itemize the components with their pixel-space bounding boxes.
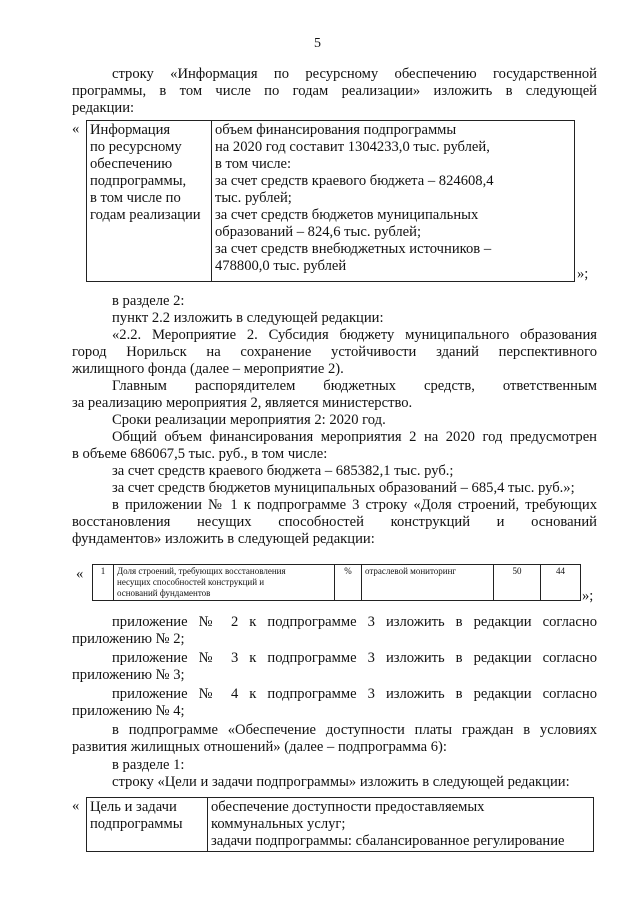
para-terms: Сроки реализации мероприятия 2: 2020 год. <box>112 412 386 428</box>
para-appendix2-line-2: приложению № 2; <box>72 631 185 647</box>
para-manager-line-1: Главным распорядителем бюджетных средств, ответственным <box>112 378 597 394</box>
table2-open-quote: « <box>76 566 84 582</box>
goals-value-cell <box>208 798 594 852</box>
indicator-value-2: 44 <box>541 565 581 601</box>
resource-table-value-cell <box>212 121 575 282</box>
table1-open-quote: « <box>72 121 80 137</box>
para-appendix4-line-2: приложению № 4; <box>72 703 185 719</box>
indicator-value-1: 50 <box>494 565 541 601</box>
para-municipal-budget: за счет средств бюджетов муниципальных образований – 685,4 тыс. руб.»; <box>112 480 575 496</box>
indicator-unit: % <box>335 565 362 601</box>
resource-table-label-cell <box>87 121 212 282</box>
intro-line-1: строку «Информация по ресурсному обеспечению государственной <box>112 66 597 82</box>
resource-label-line: подпрограммы, <box>90 173 187 189</box>
indicator-name-line: оснований фундаментов <box>117 588 211 598</box>
goals-value-line: обеспечение доступности предоставляемых <box>211 799 485 815</box>
resource-value-line: на 2020 год составит 1304233,0 тыс. рублей, <box>215 139 490 155</box>
resource-value-line: в том числе: <box>215 156 292 172</box>
para-funding-line-2: в объеме 686067,5 тыс. руб., в том числе: <box>72 446 328 462</box>
resource-value-line: тыс. рублей; <box>215 190 292 206</box>
resource-label-line: по ресурсному <box>90 139 182 155</box>
intro-line-3: редакции: <box>72 100 135 116</box>
table3-open-quote: « <box>72 798 80 814</box>
table2-close-quote: »; <box>582 588 594 604</box>
para-subprogram6-line-1: в подпрограмме «Обеспечение доступности платы граждан в условиях <box>112 722 597 738</box>
para-appendix1-line-2: восстановления несущих способностей конструкций и оснований <box>72 514 597 530</box>
goals-value-line: задачи подпрограммы: сбалансированное регулирование <box>211 833 565 849</box>
para-section-2: в разделе 2: <box>112 293 185 309</box>
para-appendix2-line-1: приложение № 2 к подпрограмме 3 изложить в редакции согласно <box>112 614 597 630</box>
indicator-table <box>92 564 581 601</box>
indicator-name-line: несущих способностей конструкций и <box>117 577 265 587</box>
table1-close-quote: »; <box>577 266 589 282</box>
resource-label-line: годам реализации <box>90 207 201 223</box>
para-appendix3-line-2: приложению № 3; <box>72 667 185 683</box>
resource-value-line: объем финансирования подпрограммы <box>215 122 457 138</box>
para-section-1: в разделе 1: <box>112 757 185 773</box>
goals-table <box>86 797 594 852</box>
para-funding-line-1: Общий объем финансирования мероприятия 2 на 2020 год предусмотрен <box>112 429 597 445</box>
resource-label-line: в том числе по <box>90 190 181 206</box>
goals-value-line: коммунальных услуг; <box>211 816 346 832</box>
indicator-source: отраслевой мониторинг <box>362 565 494 601</box>
page-number: 5 <box>314 36 321 51</box>
resource-value-line: за счет средств внебюджетных источников – <box>215 241 492 257</box>
para-item-2-2: пункт 2.2 изложить в следующей редакции: <box>112 310 384 326</box>
resource-value-line: образований – 824,6 тыс. рублей; <box>215 224 422 240</box>
resource-table <box>86 120 575 282</box>
para-appendix4-line-1: приложение № 4 к подпрограмме 3 изложить в редакции согласно <box>112 686 597 702</box>
indicator-name-line: Доля строений, требующих восстановления <box>117 566 286 576</box>
resource-value-line: за счет средств краевого бюджета – 824608,4 <box>215 173 494 189</box>
goals-label-line: Цель и задачи <box>90 799 177 815</box>
para-regional-budget: за счет средств краевого бюджета – 685382,1 тыс. руб.; <box>112 463 454 479</box>
indicator-number: 1 <box>93 565 114 601</box>
resource-value-line: за счет средств бюджетов муниципальных <box>215 207 479 223</box>
resource-label-line: Информация <box>90 122 171 138</box>
resource-value-line: 478800,0 тыс. рублей <box>215 258 347 274</box>
para-appendix1-line-1: в приложении № 1 к подпрограмме 3 строку «Доля строений, требующих <box>112 497 597 513</box>
para-goals-row: строку «Цели и задачи подпрограммы» изложить в следующей редакции: <box>112 774 570 790</box>
para-subprogram6-line-2: развития жилищных отношений» (далее – подпрограмма 6): <box>72 739 447 755</box>
para-measure-2-line-2: город Норильск на сохранение устойчивости зданий перспективного <box>72 344 597 360</box>
intro-line-2: программы, в том числе по годам реализации» изложить в следующей <box>72 83 597 99</box>
para-measure-2-line-1: «2.2. Мероприятие 2. Субсидия бюджету муниципального образования <box>112 327 597 343</box>
goals-label-line: подпрограммы <box>90 816 183 832</box>
indicator-name-cell <box>114 565 335 601</box>
para-appendix3-line-1: приложение № 3 к подпрограмме 3 изложить в редакции согласно <box>112 650 597 666</box>
para-manager-line-2: за реализацию мероприятия 2, является министерство. <box>72 395 413 411</box>
resource-label-line: обеспечению <box>90 156 173 172</box>
goals-label-cell <box>87 798 208 852</box>
para-appendix1-line-3: фундаментов» изложить в следующей редакции: <box>72 531 375 547</box>
para-measure-2-line-3: жилищного фонда (далее – мероприятие 2). <box>72 361 344 377</box>
